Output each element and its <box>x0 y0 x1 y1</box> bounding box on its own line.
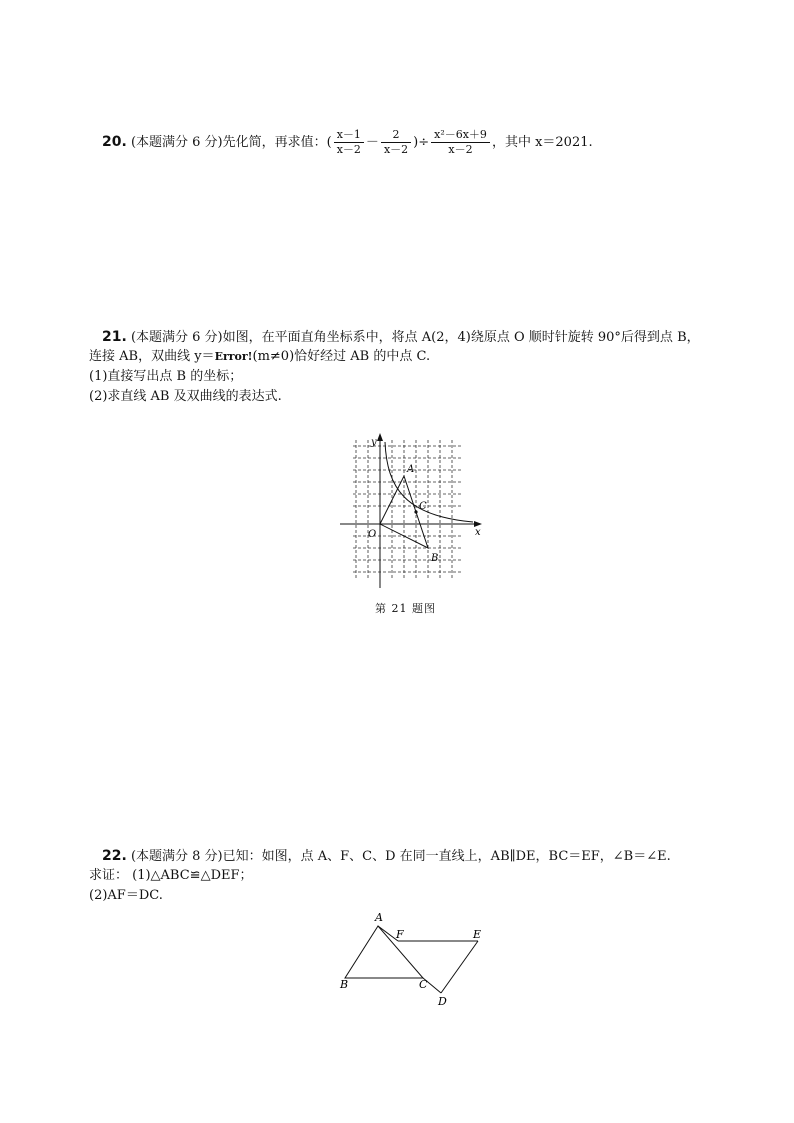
question-22-text-2: 求证： (1)△ABC≌△DEF； <box>89 868 253 883</box>
x-axis-label: x <box>475 527 481 538</box>
fraction-2-denominator: x－2 <box>383 143 409 156</box>
figure-21-coordinate-plane <box>335 428 495 593</box>
point-d-label: D <box>438 995 447 1008</box>
segment-af <box>378 926 398 941</box>
point-b-label: B <box>340 978 349 991</box>
fraction-2-numerator: 2 <box>381 128 411 143</box>
point-c <box>414 510 417 513</box>
question-21-text-2a: 连接 AB，双曲线 y＝ <box>89 349 215 364</box>
question-21-text-2b: (m≠0)恰好经过 AB 的中点 C. <box>252 349 431 364</box>
fraction-1-denominator: x－2 <box>336 143 361 156</box>
segment-ed <box>441 941 478 993</box>
triangle-abc <box>345 926 423 978</box>
figure-22-triangles <box>330 905 490 1010</box>
point-b-label: B <box>431 553 439 564</box>
question-22-number: 22. <box>102 848 127 864</box>
divide-sign: )÷ <box>413 135 430 150</box>
grid-lines <box>353 440 462 578</box>
question-21-line-2 <box>89 347 430 367</box>
y-axis-label: y <box>371 437 377 448</box>
question-20-score: (本题满分 6 分)先化简，再求值：( <box>130 135 332 150</box>
question-20-tail: ，其中 x＝2021. <box>491 135 593 150</box>
fraction-1 <box>334 128 364 157</box>
fraction-3-numerator: x²－6x＋9 <box>431 128 490 143</box>
point-c-label: C <box>419 501 427 512</box>
figure-21-caption: 第 21 题图 <box>375 602 436 615</box>
point-c-label: C <box>419 978 428 991</box>
point-a-label: A <box>407 464 415 475</box>
error-text: Error! <box>214 350 253 363</box>
point-a-label: A <box>375 911 383 924</box>
question-21-number: 21. <box>102 329 127 345</box>
question-22-line-1 <box>102 846 671 867</box>
question-20 <box>102 128 593 157</box>
question-22-text-3: (2)AF＝DC. <box>89 888 163 903</box>
question-22-text-1: (本题满分 8 分)已知：如图，点 A、F、C、D 在同一直线上，AB∥DE，BC＝EF，∠B＝∠E. <box>130 849 671 864</box>
question-21-text-1: (本题满分 6 分)如图，在平面直角坐标系中，将点 A(2，4)绕原点 O 顺时针旋转 90°后得到点 B， <box>130 330 700 345</box>
question-20-number: 20. <box>102 134 127 150</box>
question-21-sub-2: (2)求直线 AB 及双曲线的表达式. <box>89 389 282 404</box>
fraction-1-numerator: x－1 <box>334 128 364 143</box>
origin-label: O <box>368 529 377 540</box>
fraction-2 <box>381 128 411 157</box>
point-f-label: F <box>396 928 404 941</box>
question-21-line-1 <box>102 327 700 348</box>
y-axis-arrow <box>377 433 383 441</box>
fraction-3 <box>431 128 490 157</box>
fraction-3-denominator: x－2 <box>448 143 473 156</box>
minus-sign: － <box>365 135 379 150</box>
point-e-label: E <box>473 928 482 941</box>
question-21-sub-1: (1)直接写出点 B 的坐标； <box>89 369 243 384</box>
